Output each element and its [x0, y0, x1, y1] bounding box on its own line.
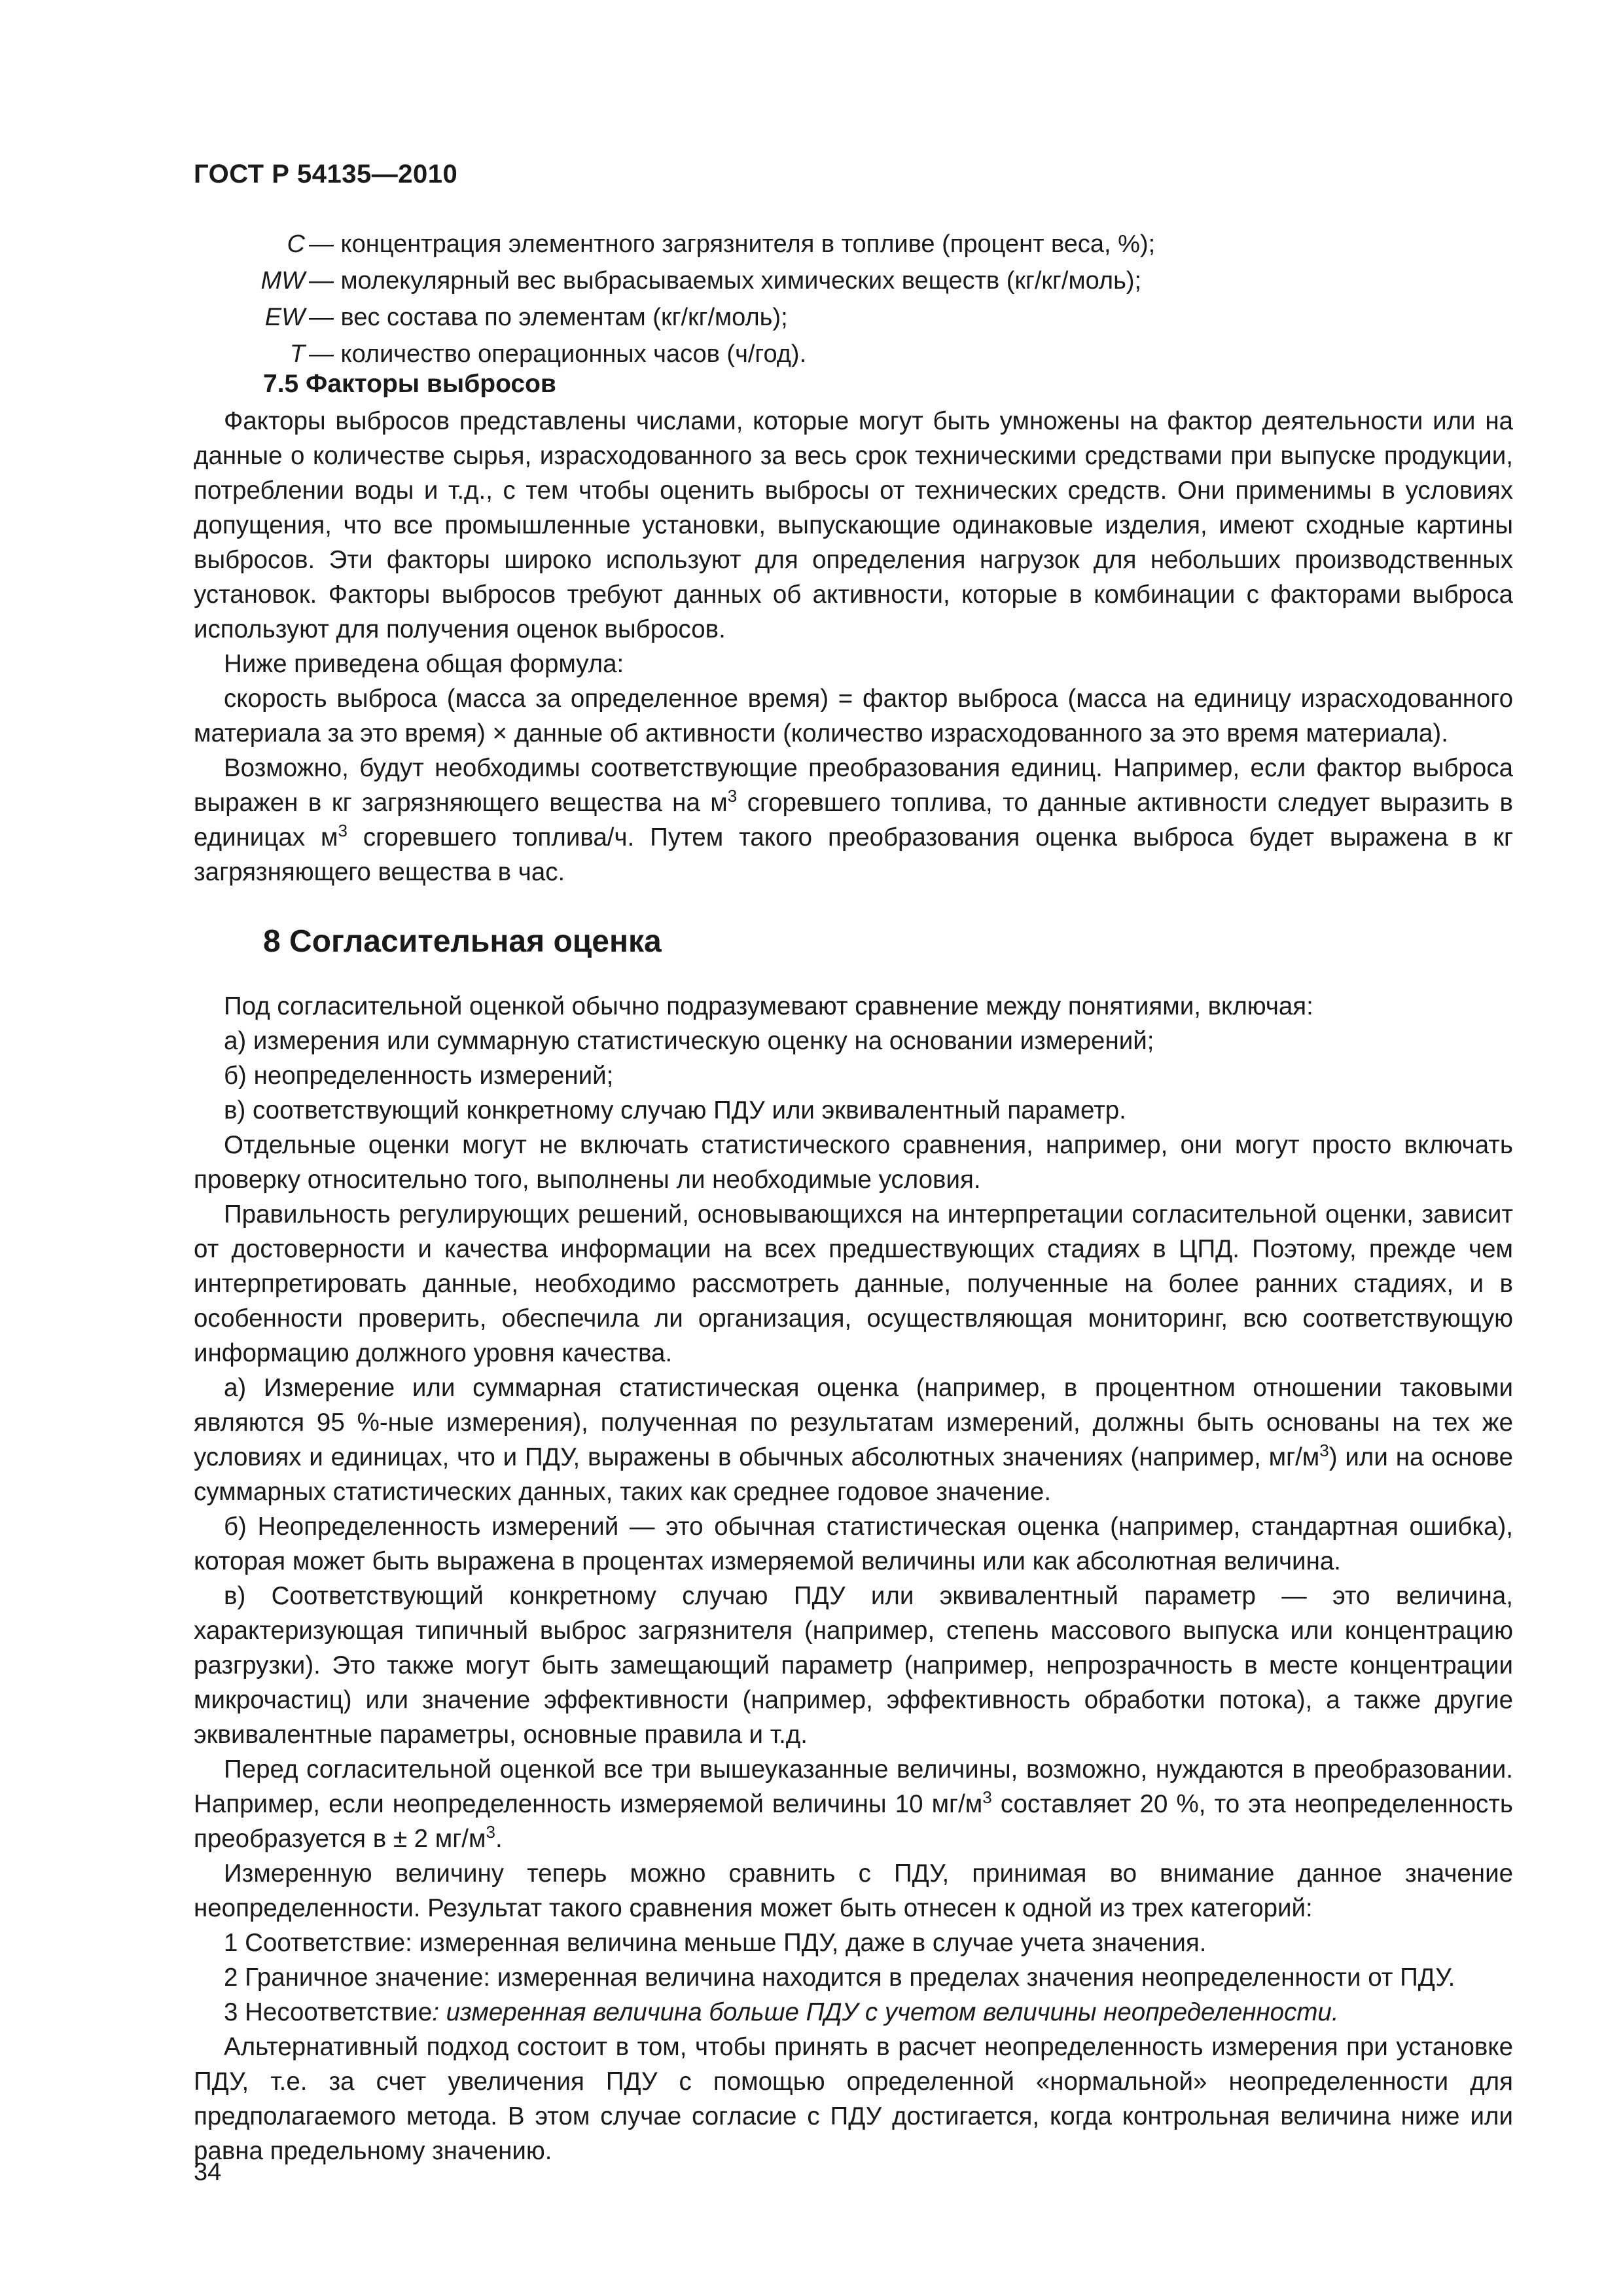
paragraph: а) Измерение или суммарная статистическая оценка (например, в процентном отношении таковыми являются 95 %-ные измерения), полученная по результатам измерений, должны быть основаны на тех же условиях и единицах, что и ПДУ, выражены в обычных абсолютных значениях (например, $мг/м^3$) или на основе суммарных статистических данных, таких как среднее годовое значение. [194, 1374, 1513, 1506]
formula-paragraph: скорость выброса (масса за определенное время) = фактор выброса (масса на единицу израсходованного материала за это время) × данные об активности (количество израсходованного за это время материала). [194, 685, 1513, 747]
symbol-definitions [194, 226, 1155, 372]
definition-row [194, 262, 1155, 299]
subsection-title: 7.5 Факторы выбросов [263, 370, 556, 398]
section-title: 8 Согласительная оценка [263, 924, 662, 959]
paragraph: Отдельные оценки могут не включать статистического сравнения, например, они могут просто включать проверку относительно того, выполнены ли необходимые условия. [194, 1131, 1513, 1194]
paragraph: Перед согласительной оценкой все три вышеуказанные величины, возможно, нуждаются в преобразовании. Например, если неопределенность измеряемой величины 10 $мг/м^3$ составляет 20 %, то эта неопределенность преобразуется в ± 2 $мг/м^3$. [194, 1755, 1513, 1853]
list-item: в) соответствующий конкретному случаю ПДУ или эквивалентный параметр. [224, 1096, 1126, 1124]
paragraph: Правильность регулирующих решений, основывающихся на интерпретации согласительной оценки, зависит от достоверности и качества информации на всех предшествующих стадиях в ЦПД. Поэтому, прежде чем интерпретировать данные, необходимо рассмотреть данные, полученные на более ранних стадиях, и в особенности проверить, обеспечила ли организация, осуществляющая мониторинг, всю соответствующую информацию должного уровня качества. [194, 1200, 1513, 1367]
paragraph: Возможно, будут необходимы соответствующие преобразования единиц. Например, если фактор выброса выражен в кг загрязняющего вещества на $м^3$ сгоревшего топлива, то данные активности следует выразить в единицах $м^3$ сгоревшего топлива/ч. Путем такого преобразования оценка выброса будет выражена в кг загрязняющего вещества в час. [194, 754, 1514, 886]
category-item: 3 Несоответствие: измеренная величина больше ПДУ с учетом величины неопределенности. [224, 1998, 1339, 2026]
definition-symbol: EW [264, 304, 305, 331]
definition-text: — молекулярный вес выбрасываемых химических веществ (кг/кг/моль); [309, 267, 1142, 295]
definition-text: — количество операционных часов (ч/год). [309, 340, 807, 368]
definition-symbol: T [289, 340, 305, 368]
definition-text: — концентрация элементного загрязнителя в топливе (процент веса, %); [309, 230, 1156, 258]
definition-row [194, 299, 1155, 336]
list-item: б) неопределенность измерений; [224, 1062, 614, 1090]
paragraph: Под согласительной оценкой обычно подразумевают сравнение между понятиями, включая: [224, 992, 1313, 1020]
page-number: 34 [194, 2159, 222, 2186]
definition-row [194, 226, 1155, 262]
paragraph: Ниже приведена общая формула: [224, 650, 624, 678]
category-item: 2 Граничное значение: измеренная величина находится в пределах значения неопределенности от ПДУ. [224, 1964, 1455, 1992]
paragraph: Факторы выбросов представлены числами, которые могут быть умножены на фактор деятельности или на данные о количестве сырья, израсходованного за весь срок техническими средствами при выпуске продукции, потреблении воды и т.д., с тем чтобы оценить выбросы от технических средств. Они применимы в условиях допущения, что все промышленные установки, выпускающие одинаковые изделия, имеют сходные картины выбросов. Эти факторы широко используют для определения нагрузок для небольших производственных установок. Факторы выбросов требуют данных об активности, которые в комбинации с факторами выброса используют для получения оценок выбросов. [194, 407, 1513, 643]
definition-symbol: C [287, 230, 305, 258]
document-header: ГОСТ Р 54135—2010 [194, 160, 458, 188]
paragraph: в) Соответствующий конкретному случаю ПДУ или эквивалентный параметр — это величина, характеризующая типичный выброс загрязнителя (например, степень массового выпуска или концентрацию разгрузки). Это также могут быть замещающий параметр (например, непрозрачность в месте концентрации микрочастиц) или значение эффективности (например, эффективность обработки потока), а также другие эквивалентные параметры, основные правила и т.д. [194, 1582, 1513, 1749]
definition-text: — вес состава по элементам (кг/кг/моль); [309, 304, 788, 331]
paragraph: Измеренную величину теперь можно сравнить с ПДУ, принимая во внимание данное значение неопределенности. Результат такого сравнения может быть отнесен к одной из трех категорий: [194, 1859, 1513, 1922]
document-body [194, 367, 1514, 2168]
list-item: а) измерения или суммарную статистическую оценку на основании измерений; [224, 1027, 1154, 1055]
paragraph: б) Неопределенность измерений — это обычная статистическая оценка (например, стандартная ошибка), которая может быть выражена в процентах измеряемой величины или как абсолютная величина. [194, 1513, 1513, 1575]
definition-symbol: MW [260, 267, 305, 295]
category-item: 1 Соответствие: измеренная величина меньше ПДУ, даже в случае учета значения. [224, 1929, 1207, 1957]
paragraph: Альтернативный подход состоит в том, чтобы принять в расчет неопределенность измерения при установке ПДУ, т.е. за счет увеличения ПДУ с помощью определенной «нормальной» неопределенности для предполагаемого метода. В этом случае согласие с ПДУ достигается, когда контрольная величина ниже или равна предельному значению. [194, 2033, 1513, 2165]
